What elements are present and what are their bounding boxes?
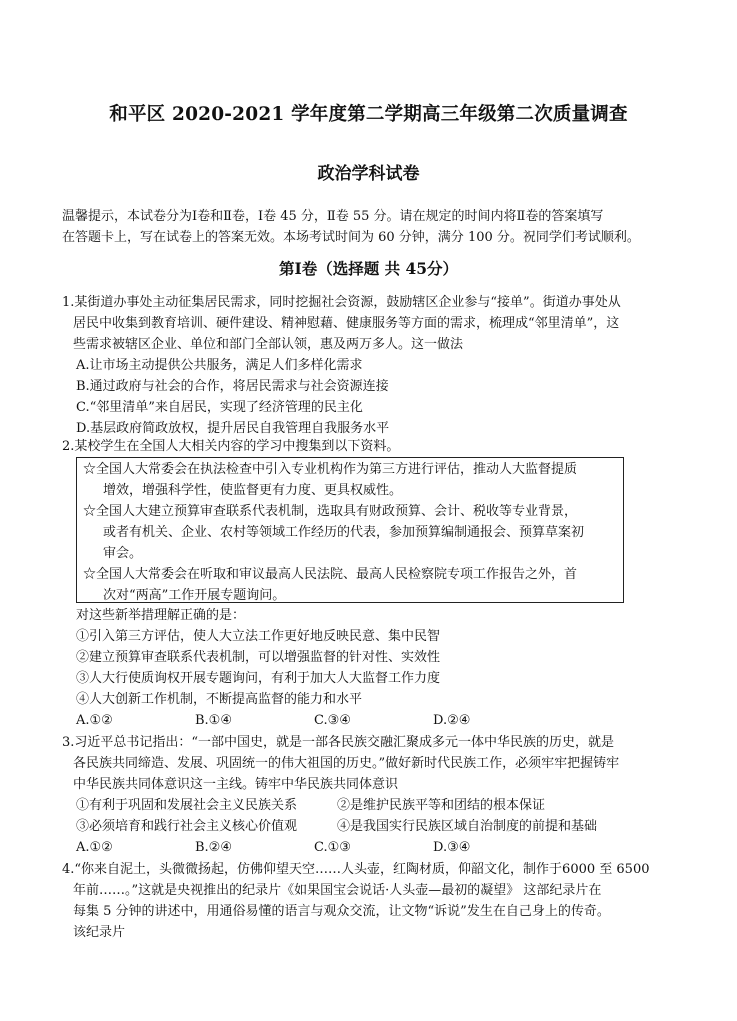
statement-1: ①有利于巩固和发展社会主义民族关系 [76,798,298,813]
question-stem-line: 每集 5 分钟的讲述中，用通俗易懂的语言与观众交流，让文物“诉说”发生在自己身上的传奇。 [73,904,610,919]
choice-c: C.①③ [314,840,351,855]
statement-3: ③必须培育和践行社会主义核心价值观 [76,819,298,834]
notice-line: 温馨提示，本试卷分为Ⅰ卷和Ⅱ卷，Ⅰ卷 45 分，Ⅱ卷 55 分。请在规定的时间内将Ⅱ卷的答案填写 [62,209,604,224]
question-stem-line: 居民中收集到教育培训、硬件建设、精神慰藉、健康服务等方面的需求，梳理成“邻里清单”，这 [73,316,620,331]
question-stem-line: 年前……。”这就是央视推出的纪录片《如果国宝会说话·人头壶—最初的凝望》 这部纪录片在 [73,883,602,898]
question-2-body [62,605,702,731]
statement-1: ①引入第三方评估，使人大立法工作更好地反映民意、集中民智 [76,629,441,644]
choice-a: A.①② [76,713,113,728]
statement-2: ②是维护民族平等和团结的根本保证 [337,798,546,813]
option-d: D.基层政府简政放权，提升居民自我管理自我服务水平 [76,421,390,436]
choice-c: C.③④ [314,713,351,728]
statement-4: ④是我国实行民族区域自治制度的前提和基础 [337,819,598,834]
material-line: ☆全国人大建立预算审查联系代表机制，选取具有财政预算、会计、税收等专业背景， [83,504,578,519]
question-stem-line: 中华民族共同体意识这一主线。铸牢中华民族共同体意识 [73,777,399,792]
statement-3: ③人大行使质询权开展专题询问，有利于加大人大监督工作力度 [76,671,441,686]
material-line: ☆全国人大常委会在听取和审议最高人民法院、最高人民检察院专项工作报告之外，首 [83,567,578,582]
material-line: 增效，增强科学性，使监督更有力度、更具权威性。 [103,483,403,498]
page-title: 和平区 2020-2021 学年度第二学期高三年级第二次质量调查 [109,104,628,125]
answer-choices [62,837,702,858]
material-box [76,457,624,603]
notice-line: 在答题卡上，写在试卷上的答案无效。本场考试时间为 60 分钟，满分 100 分。祝同学们考试顺利。 [62,230,640,245]
question-stem-line: 2.某校学生在全国人大相关内容的学习中搜集到以下资料。 [62,439,400,454]
question-stem-line: 4.“你来自泥土，头微微扬起，仿佛仰望天空……人头壶，红陶材质，仰韶文化，制作于6000 至 6500 [62,862,650,877]
option-b: B.通过政府与社会的合作，将居民需求与社会资源连接 [76,379,389,394]
material-line: 审会。 [103,546,143,561]
choice-b: B.②④ [195,840,232,855]
page-subtitle: 政治学科试卷 [317,164,420,184]
option-a: A.让市场主动提供公共服务，满足人们多样化需求 [76,358,363,373]
question-3 [62,732,702,858]
exam-notice [62,206,702,248]
choice-a: A.①② [76,840,113,855]
choice-b: B.①④ [195,713,232,728]
option-c: C.“邻里清单”来自居民，实现了经济管理的民主化 [76,400,363,415]
material-line: ☆全国人大常委会在执法检查中引入专业机构作为第三方进行评估，推动人大监督提质 [83,462,578,477]
question-stem-line: 该纪录片 [73,925,126,940]
statement-4: ④人大创新工作机制，不断提高监督的能力和水平 [76,692,363,707]
question-2-stem [62,436,702,457]
question-prompt: 对这些新举措理解正确的是： [76,608,246,623]
material-line: 次对“两高”工作开展专题询问。 [103,588,286,603]
choice-d: D.②④ [433,713,471,728]
question-stem-line: 3.习近平总书记指出：“一部中国史，就是一部各民族交融汇聚成多元一体中华民族的历史，就是 [62,735,615,750]
section-title: 第Ⅰ卷（选择题 共 45分） [278,259,459,278]
statement-row [62,816,702,837]
question-stem-line: 1.某街道办事处主动征集居民需求，同时挖掘社会资源，鼓励辖区企业参与“接单”。街道办事处从 [62,295,621,310]
choice-d: D.③④ [433,840,471,855]
question-stem-line: 各民族共同缔造、发展、巩固统一的伟大祖国的历史。”做好新时代民族工作，必须牢牢把握铸牢 [73,756,620,771]
question-4 [62,859,702,943]
answer-choices [62,710,702,731]
question-stem-line: 些需求被辖区企业、单位和部门全部认领，惠及两万多人。这一做法 [73,337,464,352]
statement-row [62,795,702,816]
question-1 [62,292,702,439]
material-line: 或者有机关、企业、农村等领域工作经历的代表，参加预算编制通报会、预算草案初 [103,525,585,540]
statement-2: ②建立预算审查联系代表机制，可以增强监督的针对性、实效性 [76,650,441,665]
